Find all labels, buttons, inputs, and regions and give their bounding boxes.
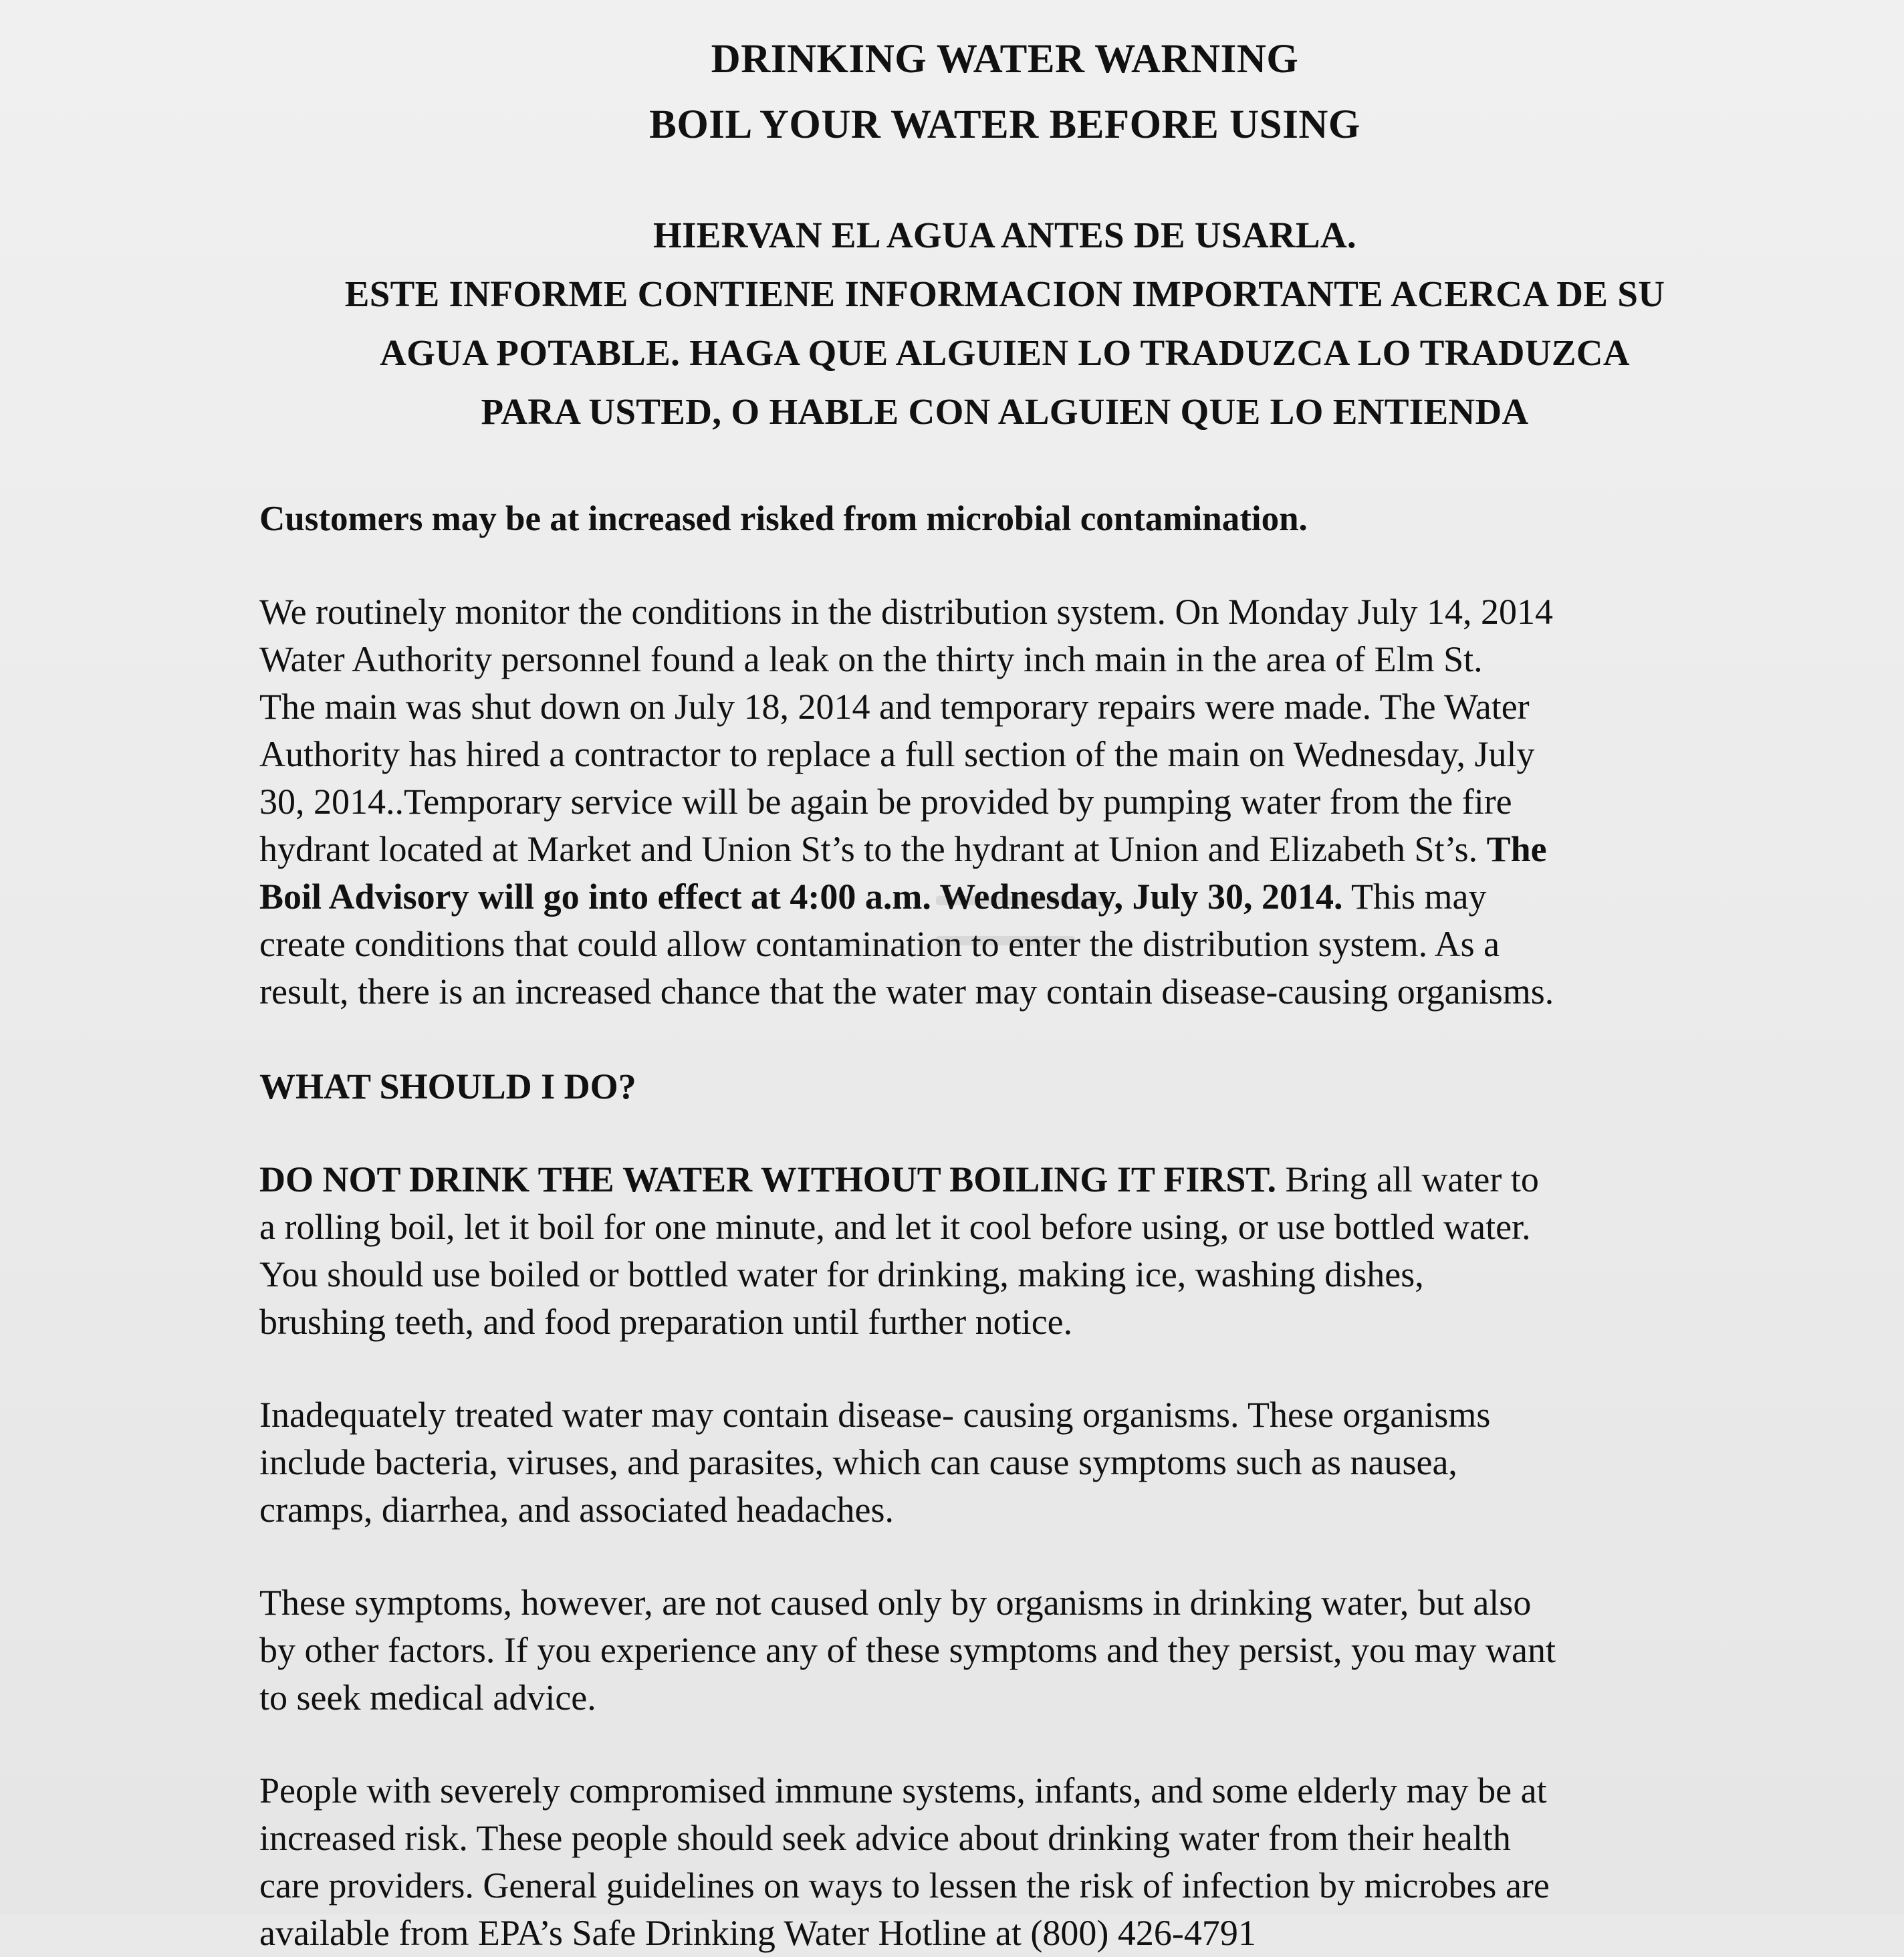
section-heading: WHAT SHOULD I DO? xyxy=(259,1066,636,1107)
organisms-paragraph xyxy=(259,1391,1750,1534)
boil-advisory-bold: The xyxy=(1486,829,1547,869)
paragraph-line: Water Authority personnel found a leak on the thirty inch main in the area of Elm St. xyxy=(259,639,1483,679)
symptoms-paragraph xyxy=(259,1579,1750,1722)
paragraph-line: People with severely compromised immune systems, infants, and some elderly may be at xyxy=(259,1770,1547,1811)
line-text: hydrant located at Market and Union St’s to the hydrant at Union and Elizabeth St’s. xyxy=(259,829,1487,869)
paragraph-line: cramps, diarrhea, and associated headaches. xyxy=(259,1490,895,1530)
paragraph-line: to seek medical advice. xyxy=(259,1678,596,1718)
boil-advisory-bold: Boil Advisory will go into effect at 4:00 a.m. Wednesday, July 30, 2014. xyxy=(259,877,1343,917)
paragraph-line: brushing teeth, and food preparation until further notice. xyxy=(259,1302,1073,1342)
incident-paragraph xyxy=(259,588,1750,1016)
paragraph-line: 30, 2014..Temporary service will be again be provided by pumping water from the fire xyxy=(259,782,1512,822)
line-text: This may xyxy=(1342,877,1487,917)
paragraph-line: We routinely monitor the conditions in the distribution system. On Monday July 14, 2014 xyxy=(259,592,1554,632)
paragraph-line: a rolling boil, let it boil for one minute, and let it cool before using, or use bottled water. xyxy=(259,1207,1531,1247)
paragraph-line: increased risk. These people should seek advice about drinking water from their health xyxy=(259,1818,1511,1858)
spanish-notice xyxy=(259,206,1750,441)
at-risk-paragraph xyxy=(259,1767,1750,1957)
paragraph-line: The main was shut down on July 18, 2014 and temporary repairs were made. The Water xyxy=(259,687,1530,727)
paragraph-line: Authority has hired a contractor to replace a full section of the main on Wednesday, July xyxy=(259,734,1535,774)
paragraph-line xyxy=(259,873,1750,921)
spanish-line: HIERVAN EL AGUA ANTES DE USARLA. xyxy=(653,215,1356,255)
title-line: DRINKING WATER WARNING xyxy=(711,37,1299,82)
paragraph-line: These symptoms, however, are not caused only by organisms in drinking water, but also xyxy=(259,1583,1532,1623)
spanish-line: PARA USTED, O HABLE CON ALGUIEN QUE LO ENTIENDA xyxy=(481,391,1529,432)
title-line: BOIL YOUR WATER BEFORE USING xyxy=(649,102,1360,147)
paragraph-line: include bacteria, viruses, and parasites, which can cause symptoms such as nausea, xyxy=(259,1442,1457,1482)
contamination-warning: Customers may be at increased risked from microbial contamination. xyxy=(259,499,1308,538)
notice-title xyxy=(259,27,1750,158)
line-text: Bring all water to xyxy=(1276,1159,1539,1199)
notice-document xyxy=(259,27,1750,1957)
paragraph-line: You should use boiled or bottled water for drinking, making ice, washing dishes, xyxy=(259,1254,1424,1294)
paragraph-line: create conditions that could allow contamination to enter the distribution system. As a xyxy=(259,924,1500,964)
do-not-drink-bold: DO NOT DRINK THE WATER WITHOUT BOILING IT FIRST. xyxy=(259,1159,1276,1199)
paragraph-line: Inadequately treated water may contain disease- causing organisms. These organisms xyxy=(259,1395,1491,1435)
spanish-line: AGUA POTABLE. HAGA QUE ALGUIEN LO TRADUZCA LO TRADUZCA xyxy=(380,332,1630,373)
paragraph-line: by other factors. If you experience any of these symptoms and they persist, you may want xyxy=(259,1630,1556,1670)
spanish-line: ESTE INFORME CONTIENE INFORMACION IMPORTANTE ACERCA DE SU xyxy=(344,273,1665,314)
paragraph-line: available from EPA’s Safe Drinking Water Hotline at (800) 426-4791 xyxy=(259,1913,1256,1953)
paragraph-line: result, there is an increased chance that the water may contain disease-causing organisms. xyxy=(259,971,1554,1012)
paragraph-line: care providers. General guidelines on ways to lessen the risk of infection by microbes are xyxy=(259,1865,1550,1906)
paragraph-line xyxy=(259,826,1750,873)
paragraph-line xyxy=(259,1156,1750,1203)
instructions-paragraph xyxy=(259,1156,1750,1346)
